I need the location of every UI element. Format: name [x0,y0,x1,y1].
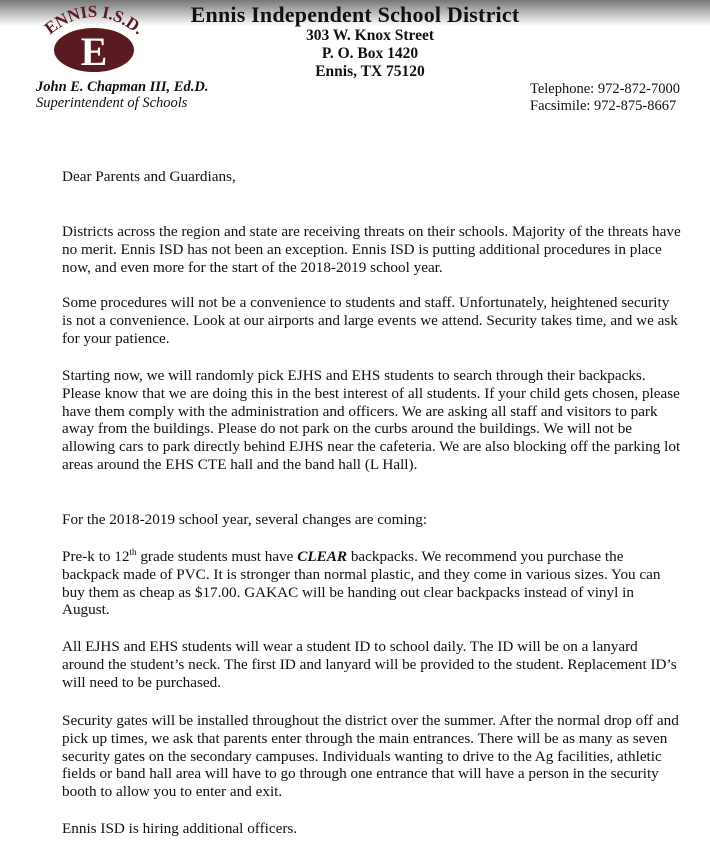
address-line-street: 303 W. Knox Street [305,27,435,44]
paragraph-changes-intro-text: For the 2018-2019 school year, several changes are coming: [62,511,428,528]
paragraph-backpacks-text [62,548,682,619]
paragraph-threats [62,223,682,276]
superintendent-title: Superintendent of Schools [36,95,188,111]
district-name: Ennis Independent School District [190,2,520,27]
paragraph-student-id [62,638,682,691]
logo-letter: E [80,29,108,74]
facsimile-line: Facsimile: 972-875-8667 [530,98,677,114]
paragraph-officers [62,820,682,838]
backpacks-part-b: grade students must have [136,548,298,565]
backpacks-part-c: backpacks. We recommend you purchase the backpack made of PVC. It is stronger than normal plastic, and they come in various sizes. You can buy them as cheap as $17.00. GAKAC will be handing out clear backpacks instead of vinyl in August. [62,548,661,619]
paragraph-officers-text: Ennis ISD is hiring additional officers. [62,820,298,837]
salutation-text: Dear Parents and Guardians, [62,168,236,185]
superintendent-name: John E. Chapman III, Ed.D. [36,79,209,95]
paragraph-backpacks [62,548,682,619]
paragraph-changes-intro [62,511,682,529]
address-line-city: Ennis, TX 75120 [315,63,425,80]
address-line-pobox: P. O. Box 1420 [321,45,419,62]
paragraph-procedures [62,294,682,347]
paragraph-procedures-text: Some procedures will not be a convenience to students and staff. Unfortunately, heightened security is not a convenience. Look at our airports and large events we attend. Security takes time, and we ask for your patience. [62,294,678,347]
paragraph-searches-text: Starting now, we will randomly pick EJHS and EHS students to search through their backpacks. Please know that we are doing this in the best interest of all students. If your child gets chosen, please have them comply with the administration and officers. We are asking all staff and visitors to park away from the buildings. Please do not park on the curbs around the buildings. We will not be allowing cars to park directly behind EJHS near the cafeteria. We are also blocking off the parking lot areas around the EHS CTE hall and the band hall (L Hall). [62,367,681,473]
paragraph-security-gates-text: Security gates will be installed throughout the district over the summer. After the normal drop off and pick up times, we ask that parents enter through the main entrances. There will be as many as seven security gates on the secondary campuses. Individuals wanting to drive to the Ag facilities, athletic fields or band hall area will have to go through one entrance that will have a person in the security booth to allow you to enter and exit. [62,712,679,801]
logo-arc-text: ENNIS I.S.D. [40,1,148,39]
paragraph-security-gates [62,712,682,801]
telephone-line: Telephone: 972-872-7000 [530,81,680,97]
paragraph-threats-text: Districts across the region and state are receiving threats on their schools. Majority of the threats have no merit. Ennis ISD has not been an exception. Ennis ISD is putting additional procedures in place now, and even more for the start of the 2018-2019 school year. [62,223,681,276]
backpacks-part-a: Pre-k to 12 [62,548,130,565]
letter-salutation [62,168,682,186]
backpacks-superscript: th [129,547,137,557]
backpacks-clear-emphasis: CLEAR [297,548,348,565]
paragraph-student-id-text: All EJHS and EHS students will wear a student ID to school daily. The ID will be on a lanyard around the student’s neck. The first ID and lanyard will be provided to the student. Replacement ID’s will need to be purchased. [62,638,677,691]
paragraph-searches [62,367,682,474]
